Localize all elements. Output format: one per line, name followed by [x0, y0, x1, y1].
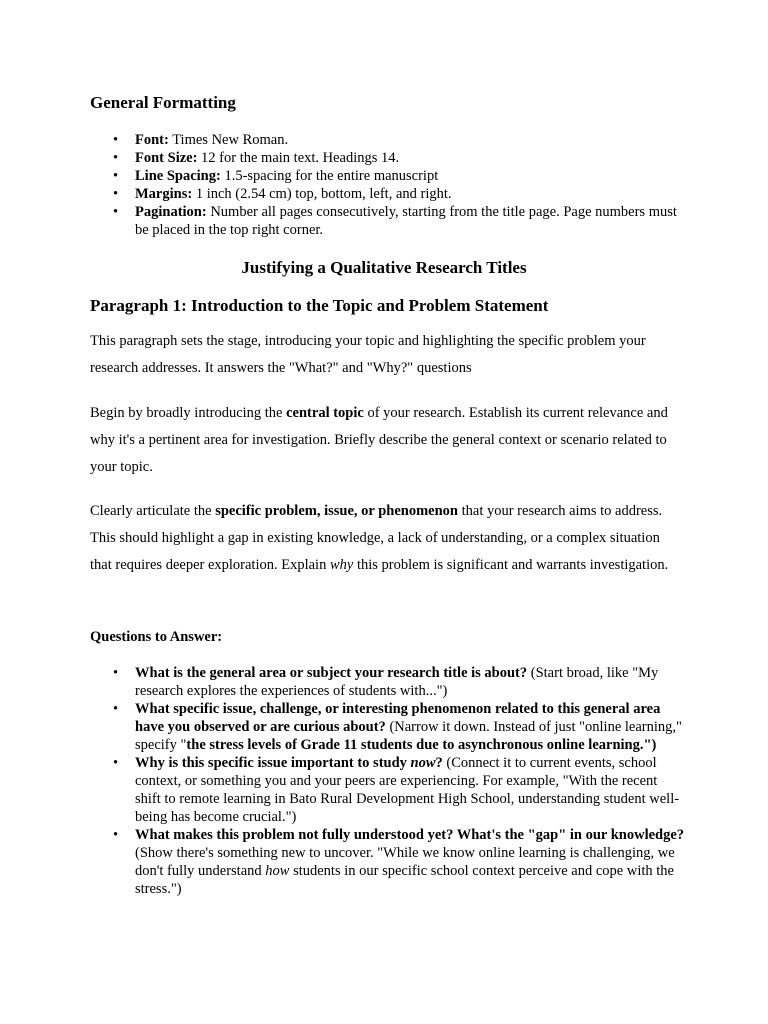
- italic-segment: now: [410, 755, 436, 771]
- italic-segment: why: [329, 557, 354, 573]
- item-text: 1 inch (2.54 cm) top, bottom, left, and right.: [192, 186, 452, 202]
- question-bold: What is the general area or subject your research title is about?: [135, 665, 528, 681]
- bullet-icon: •: [113, 186, 119, 202]
- item-label: Margins:: [135, 186, 193, 202]
- bullet-icon: •: [113, 150, 119, 166]
- bullet-icon: •: [113, 827, 119, 843]
- intro-paragraph: This paragraph sets the stage, introducing your topic and highlighting the specific problem your research addresses. It answers the "What?" and "Why?" questions: [90, 333, 646, 376]
- questions-list: [90, 664, 685, 898]
- bullet-icon: •: [113, 132, 119, 148]
- bullet-icon: •: [113, 701, 119, 717]
- bold-segment: specific problem, issue, or phenomenon: [215, 503, 458, 519]
- list-item: [90, 700, 685, 754]
- section-title: Justifying a Qualitative Research Titles: [241, 258, 527, 277]
- question-text: students in our specific school context perceive and cope with the stress."): [135, 863, 674, 897]
- list-item: [90, 149, 685, 167]
- bullet-icon: •: [113, 665, 119, 681]
- question-bold: the stress levels of Grade 11 students due to asynchronous online learning."): [186, 737, 657, 753]
- bullet-icon: •: [113, 755, 119, 771]
- item-label: Font:: [135, 132, 169, 148]
- item-label: Pagination:: [135, 204, 207, 220]
- item-text: Number all pages consecutively, starting from the title page. Page numbers must be placed in the top right corner.: [135, 204, 677, 238]
- text-segment: Clearly articulate the: [90, 503, 216, 519]
- problem-paragraph: [90, 498, 680, 579]
- question-bold: What specific issue, challenge, or interesting phenomenon related to this general area have you observed or are curious about?: [135, 701, 661, 735]
- bullet-icon: •: [113, 168, 119, 184]
- general-formatting-heading: General Formatting: [90, 93, 236, 112]
- item-text: Times New Roman.: [168, 132, 289, 148]
- paragraph1-heading: Paragraph 1: Introduction to the Topic and Problem Statement: [90, 296, 549, 315]
- list-item: [90, 754, 685, 826]
- item-label: Line Spacing:: [135, 168, 221, 184]
- central-topic-paragraph: [90, 400, 680, 481]
- question-bold: ?: [435, 755, 443, 771]
- bullet-icon: •: [113, 204, 119, 220]
- list-item: [90, 167, 685, 185]
- italic-segment: how: [265, 863, 290, 879]
- text-segment: Begin by broadly introducing the: [90, 405, 287, 421]
- list-item: [90, 185, 685, 203]
- item-text: 12 for the main text. Headings 14.: [197, 150, 400, 166]
- question-bold: What makes this problem not fully understood yet? What's the "gap" in our knowledge?: [135, 827, 685, 843]
- question-text: (Connect it to current events, school context, or something you and your peers are experiencing. For example, "With the recent shift to remote learning in Bato Rural Development High School, understanding student well-being has become crucial."): [135, 755, 680, 825]
- item-text: 1.5-spacing for the entire manuscript: [220, 168, 439, 184]
- questions-heading: Questions to Answer:: [90, 629, 223, 645]
- list-item: [90, 826, 685, 898]
- list-item: [90, 664, 685, 700]
- item-label: Font Size:: [135, 150, 198, 166]
- text-segment: of your research. Establish its current relevance and why it's a pertinent area for investigation. Briefly describe the general context or scenario related to your topic.: [90, 405, 668, 475]
- text-segment: that your research aims to address. This should highlight a gap in existing knowledge, a lack of understanding, or a complex situation that requires deeper exploration. Explain: [90, 503, 663, 573]
- text-segment: this problem is significant and warrants investigation.: [353, 557, 669, 573]
- formatting-list: [90, 131, 685, 239]
- question-bold: Why is this specific issue important to study: [135, 755, 411, 771]
- question-text: (Show there's something new to uncover. "While we know online learning is challenging, we don't fully understand: [135, 845, 675, 879]
- question-bold-italic: [411, 755, 436, 771]
- list-item: [90, 203, 685, 239]
- question-text: (Start broad, like "My research explores the experiences of students with..."): [135, 665, 659, 699]
- list-item: [90, 131, 685, 149]
- question-text: (Narrow it down. Instead of just "online learning," specify ": [135, 719, 682, 753]
- bold-segment: central topic: [286, 405, 364, 421]
